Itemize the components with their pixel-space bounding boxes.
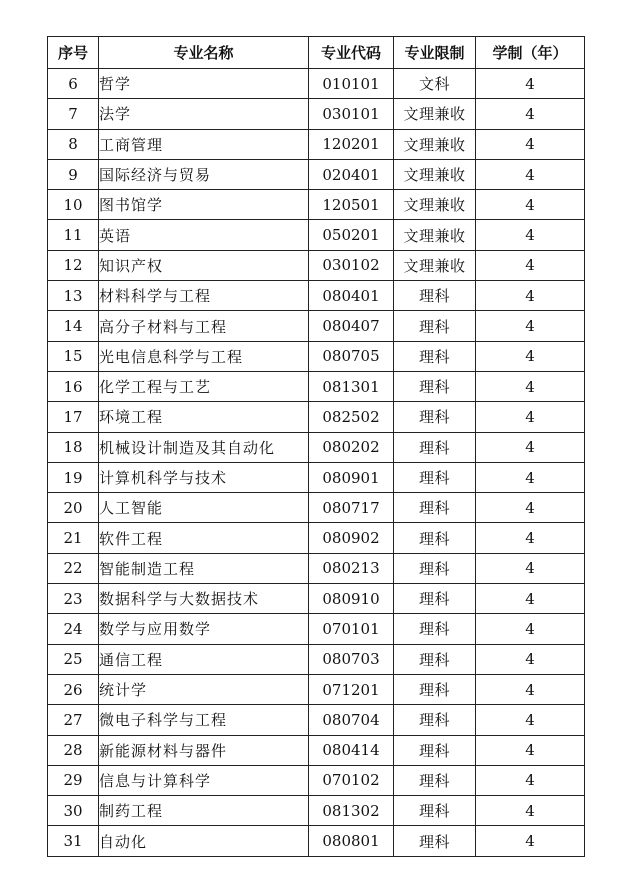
table-row [48, 584, 585, 614]
major-code-cell: 082502 [309, 402, 394, 432]
duration-cell: 4 [476, 584, 585, 614]
duration-cell: 4 [476, 796, 585, 826]
major-code-cell: 010101 [309, 69, 394, 99]
major-code-cell: 030101 [309, 99, 394, 129]
restriction-cell: 文理兼收 [394, 99, 476, 129]
duration-cell: 4 [476, 462, 585, 492]
table-row [48, 765, 585, 795]
majors-table [47, 36, 585, 857]
table-row [48, 402, 585, 432]
duration-cell: 4 [476, 220, 585, 250]
header-major-code: 专业代码 [309, 37, 394, 69]
table-row [48, 432, 585, 462]
major-code-cell: 071201 [309, 674, 394, 704]
major-name-cell: 材料科学与工程 [99, 281, 309, 311]
table-header [48, 37, 585, 69]
table-row [48, 705, 585, 735]
table-row [48, 341, 585, 371]
serial-number-cell: 17 [48, 402, 99, 432]
duration-cell: 4 [476, 281, 585, 311]
major-code-cell: 081302 [309, 796, 394, 826]
table-row [48, 614, 585, 644]
major-code-cell: 081301 [309, 371, 394, 401]
restriction-cell: 理科 [394, 796, 476, 826]
serial-number-cell: 30 [48, 796, 99, 826]
table-row [48, 462, 585, 492]
serial-number-cell: 21 [48, 523, 99, 553]
table-row [48, 371, 585, 401]
serial-number-cell: 24 [48, 614, 99, 644]
header-major-restriction: 专业限制 [394, 37, 476, 69]
restriction-cell: 文理兼收 [394, 250, 476, 280]
serial-number-cell: 18 [48, 432, 99, 462]
duration-cell: 4 [476, 432, 585, 462]
serial-number-cell: 7 [48, 99, 99, 129]
serial-number-cell: 28 [48, 735, 99, 765]
major-name-cell: 化学工程与工艺 [99, 371, 309, 401]
header-duration-years: 学制（年） [476, 37, 585, 69]
major-name-cell: 工商管理 [99, 129, 309, 159]
serial-number-cell: 29 [48, 765, 99, 795]
major-code-cell: 080717 [309, 493, 394, 523]
table-row [48, 644, 585, 674]
serial-number-cell: 13 [48, 281, 99, 311]
serial-number-cell: 27 [48, 705, 99, 735]
table-row [48, 190, 585, 220]
major-name-cell: 法学 [99, 99, 309, 129]
table-row [48, 553, 585, 583]
major-code-cell: 080414 [309, 735, 394, 765]
major-name-cell: 智能制造工程 [99, 553, 309, 583]
restriction-cell: 理科 [394, 311, 476, 341]
restriction-cell: 文理兼收 [394, 159, 476, 189]
serial-number-cell: 14 [48, 311, 99, 341]
duration-cell: 4 [476, 705, 585, 735]
major-name-cell: 通信工程 [99, 644, 309, 674]
table-row [48, 826, 585, 856]
duration-cell: 4 [476, 190, 585, 220]
major-code-cell: 080407 [309, 311, 394, 341]
restriction-cell: 理科 [394, 584, 476, 614]
major-name-cell: 统计学 [99, 674, 309, 704]
duration-cell: 4 [476, 311, 585, 341]
restriction-cell: 理科 [394, 705, 476, 735]
restriction-cell: 文理兼收 [394, 190, 476, 220]
serial-number-cell: 9 [48, 159, 99, 189]
restriction-cell: 理科 [394, 341, 476, 371]
major-name-cell: 微电子科学与工程 [99, 705, 309, 735]
duration-cell: 4 [476, 553, 585, 583]
restriction-cell: 文理兼收 [394, 220, 476, 250]
major-code-cell: 080705 [309, 341, 394, 371]
major-code-cell: 080703 [309, 644, 394, 674]
table-row [48, 129, 585, 159]
table-row [48, 220, 585, 250]
major-code-cell: 120201 [309, 129, 394, 159]
restriction-cell: 理科 [394, 523, 476, 553]
table-row [48, 493, 585, 523]
duration-cell: 4 [476, 250, 585, 280]
table-row [48, 674, 585, 704]
table-row [48, 735, 585, 765]
major-code-cell: 020401 [309, 159, 394, 189]
restriction-cell: 文理兼收 [394, 129, 476, 159]
duration-cell: 4 [476, 735, 585, 765]
major-name-cell: 软件工程 [99, 523, 309, 553]
serial-number-cell: 22 [48, 553, 99, 583]
restriction-cell: 理科 [394, 371, 476, 401]
major-name-cell: 高分子材料与工程 [99, 311, 309, 341]
duration-cell: 4 [476, 341, 585, 371]
header-row [48, 37, 585, 69]
serial-number-cell: 26 [48, 674, 99, 704]
major-name-cell: 知识产权 [99, 250, 309, 280]
table-row [48, 523, 585, 553]
restriction-cell: 理科 [394, 674, 476, 704]
major-name-cell: 哲学 [99, 69, 309, 99]
restriction-cell: 理科 [394, 553, 476, 583]
major-code-cell: 080910 [309, 584, 394, 614]
serial-number-cell: 15 [48, 341, 99, 371]
table-row [48, 281, 585, 311]
major-name-cell: 光电信息科学与工程 [99, 341, 309, 371]
major-code-cell: 030102 [309, 250, 394, 280]
restriction-cell: 理科 [394, 735, 476, 765]
major-name-cell: 计算机科学与技术 [99, 462, 309, 492]
duration-cell: 4 [476, 69, 585, 99]
serial-number-cell: 11 [48, 220, 99, 250]
major-code-cell: 080902 [309, 523, 394, 553]
table-row [48, 99, 585, 129]
major-code-cell: 080401 [309, 281, 394, 311]
serial-number-cell: 31 [48, 826, 99, 856]
serial-number-cell: 6 [48, 69, 99, 99]
header-major-name: 专业名称 [99, 37, 309, 69]
major-code-cell: 080213 [309, 553, 394, 583]
restriction-cell: 理科 [394, 281, 476, 311]
serial-number-cell: 12 [48, 250, 99, 280]
duration-cell: 4 [476, 371, 585, 401]
major-name-cell: 英语 [99, 220, 309, 250]
major-name-cell: 国际经济与贸易 [99, 159, 309, 189]
major-name-cell: 人工智能 [99, 493, 309, 523]
major-name-cell: 机械设计制造及其自动化 [99, 432, 309, 462]
major-name-cell: 新能源材料与器件 [99, 735, 309, 765]
major-name-cell: 数学与应用数学 [99, 614, 309, 644]
restriction-cell: 理科 [394, 765, 476, 795]
table-row [48, 69, 585, 99]
table-row [48, 311, 585, 341]
major-code-cell: 080202 [309, 432, 394, 462]
serial-number-cell: 19 [48, 462, 99, 492]
duration-cell: 4 [476, 765, 585, 795]
table-row [48, 250, 585, 280]
table-row [48, 796, 585, 826]
duration-cell: 4 [476, 129, 585, 159]
major-name-cell: 环境工程 [99, 402, 309, 432]
restriction-cell: 理科 [394, 614, 476, 644]
serial-number-cell: 25 [48, 644, 99, 674]
duration-cell: 4 [476, 826, 585, 856]
major-name-cell: 自动化 [99, 826, 309, 856]
restriction-cell: 文科 [394, 69, 476, 99]
major-code-cell: 050201 [309, 220, 394, 250]
major-code-cell: 120501 [309, 190, 394, 220]
serial-number-cell: 16 [48, 371, 99, 401]
major-code-cell: 070101 [309, 614, 394, 644]
major-name-cell: 数据科学与大数据技术 [99, 584, 309, 614]
header-serial-number: 序号 [48, 37, 99, 69]
restriction-cell: 理科 [394, 432, 476, 462]
restriction-cell: 理科 [394, 402, 476, 432]
restriction-cell: 理科 [394, 644, 476, 674]
major-name-cell: 信息与计算科学 [99, 765, 309, 795]
duration-cell: 4 [476, 99, 585, 129]
duration-cell: 4 [476, 159, 585, 189]
serial-number-cell: 10 [48, 190, 99, 220]
duration-cell: 4 [476, 674, 585, 704]
duration-cell: 4 [476, 614, 585, 644]
major-name-cell: 制药工程 [99, 796, 309, 826]
serial-number-cell: 20 [48, 493, 99, 523]
restriction-cell: 理科 [394, 462, 476, 492]
duration-cell: 4 [476, 402, 585, 432]
major-code-cell: 070102 [309, 765, 394, 795]
duration-cell: 4 [476, 644, 585, 674]
serial-number-cell: 8 [48, 129, 99, 159]
restriction-cell: 理科 [394, 826, 476, 856]
table-row [48, 159, 585, 189]
table-body [48, 69, 585, 857]
major-code-cell: 080901 [309, 462, 394, 492]
major-code-cell: 080704 [309, 705, 394, 735]
restriction-cell: 理科 [394, 493, 476, 523]
major-code-cell: 080801 [309, 826, 394, 856]
major-name-cell: 图书馆学 [99, 190, 309, 220]
serial-number-cell: 23 [48, 584, 99, 614]
duration-cell: 4 [476, 523, 585, 553]
duration-cell: 4 [476, 493, 585, 523]
